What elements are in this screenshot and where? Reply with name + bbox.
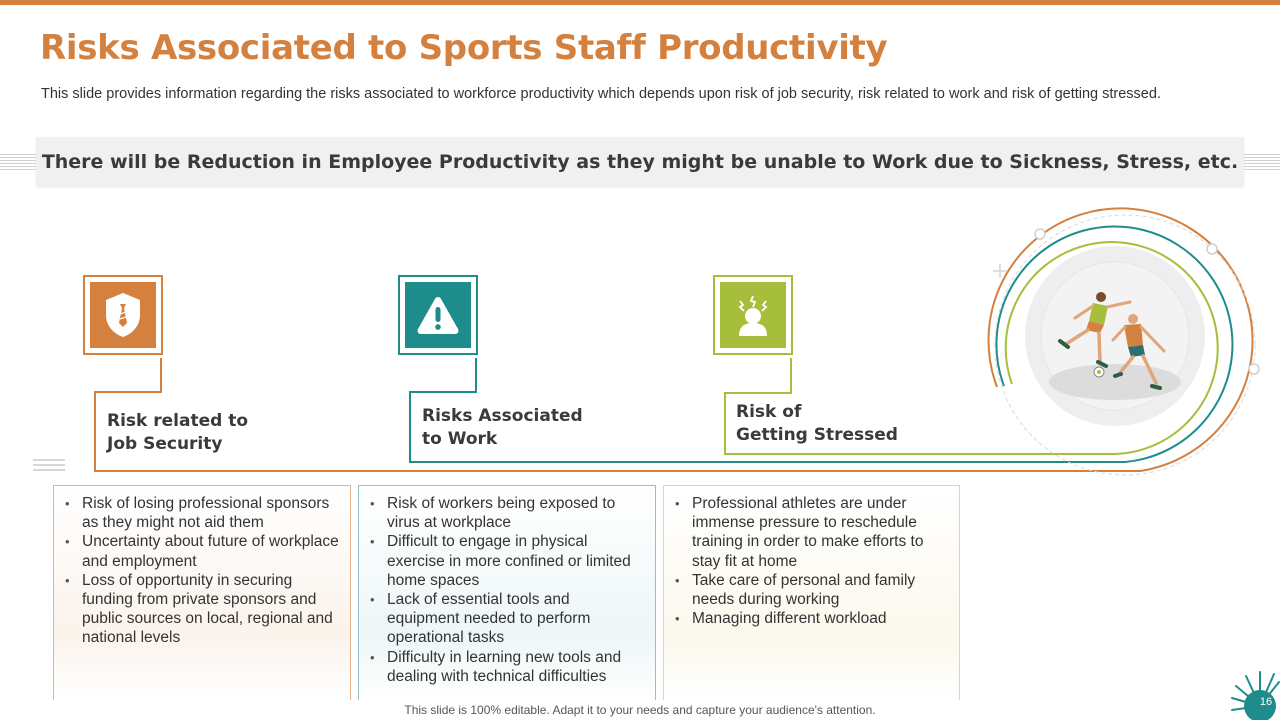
list-item: • Lack of essential tools and equipment needed to perform operational tasks bbox=[367, 590, 645, 648]
work-risk-icon-frame bbox=[398, 275, 478, 355]
illustration-backdrop bbox=[1025, 246, 1205, 426]
deco-dot bbox=[1207, 244, 1217, 254]
deco-dot bbox=[1249, 364, 1259, 374]
dashed-deco-circle bbox=[995, 215, 1255, 475]
left-deco-lines bbox=[33, 459, 65, 471]
list-item: • Take care of personal and family needs during working bbox=[672, 571, 949, 609]
slide-subtitle: This slide provides information regarding the risks associated to workforce productivity which depends upon risk of job security, risk related to work and risk of getting stressed. bbox=[41, 86, 1161, 102]
category-label-stress: Risk of Getting Stressed bbox=[736, 402, 898, 445]
shield-tie-icon bbox=[101, 290, 145, 340]
warning-icon bbox=[415, 293, 461, 337]
card-work bbox=[358, 485, 656, 700]
category-label-work: Risks Associated to Work bbox=[422, 406, 583, 449]
top-accent-bar bbox=[0, 0, 1280, 5]
deco-dot bbox=[1035, 229, 1045, 239]
list-item: • Risk of workers being exposed to virus at workplace bbox=[367, 494, 645, 532]
card-job-security bbox=[53, 485, 351, 700]
bullet-list bbox=[367, 494, 645, 686]
banner-deco-left bbox=[0, 154, 40, 170]
list-item: • Loss of opportunity in securing funding from private sponsors and public sources on local, regional and national levels bbox=[62, 571, 340, 648]
bullet-list bbox=[672, 494, 949, 628]
footer-note: This slide is 100% editable. Adapt it to your needs and capture your audience's attention. bbox=[404, 703, 876, 717]
banner-deco-right bbox=[1240, 154, 1280, 170]
connector-line-job-security bbox=[95, 208, 1253, 471]
stressed-person-icon bbox=[731, 292, 775, 338]
soccer-players-icon bbox=[1060, 292, 1164, 388]
job-security-icon-frame bbox=[83, 275, 163, 355]
list-item: • Difficulty in learning new tools and dealing with technical difficulties bbox=[367, 648, 645, 686]
card-stress bbox=[663, 485, 960, 700]
slide-title: Risks Associated to Sports Staff Productivity bbox=[40, 28, 888, 68]
key-message-banner: There will be Reduction in Employee Productivity as they might be unable to Work due to Sickness, Stress, etc. bbox=[36, 137, 1244, 187]
page-number: 16 bbox=[1259, 696, 1273, 708]
list-item: • Uncertainty about future of workplace and employment bbox=[62, 532, 340, 570]
stress-icon-frame bbox=[713, 275, 793, 355]
page-number-badge bbox=[1230, 668, 1280, 720]
bullet-list bbox=[62, 494, 340, 648]
list-item: • Difficult to engage in physical exercise in more confined or limited home spaces bbox=[367, 532, 645, 590]
list-item: • Professional athletes are under immense pressure to reschedule training in order to make efforts to stay fit at home bbox=[672, 494, 949, 571]
list-item: • Risk of losing professional sponsors as they might not aid them bbox=[62, 494, 340, 532]
plus-icon bbox=[993, 264, 1007, 278]
category-label-job-security: Risk related to Job Security bbox=[107, 411, 249, 454]
list-item: • Managing different workload bbox=[672, 609, 949, 628]
